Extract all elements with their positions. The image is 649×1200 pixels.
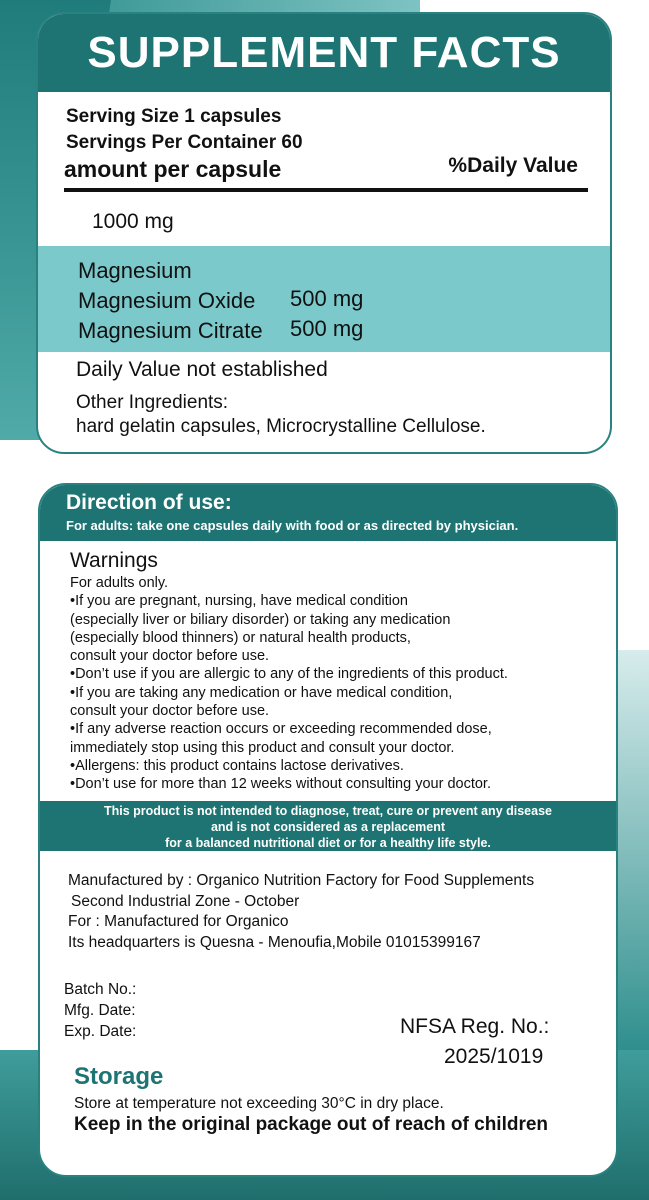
warning-line: consult your doctor before use. (70, 648, 270, 665)
manufacturer-line: Manufactured by : Organico Nutrition Factory for Food Supplements (68, 872, 535, 889)
ingredient-name: Magnesium Oxide (78, 288, 256, 313)
warning-line: •Allergens: this product contains lactose derivatives. (70, 757, 404, 774)
warning-line: •If you are pregnant, nursing, have medical condition (70, 593, 408, 610)
warning-line: (especially liver or biliary disorder) or taking any medication (70, 611, 451, 628)
manufacturer-line: Second Industrial Zone - October (71, 892, 300, 910)
warnings-list (70, 574, 508, 794)
amount-header-row (64, 156, 588, 192)
supplement-facts-title: SUPPLEMENT FACTS (87, 28, 561, 77)
supplement-facts-panel (36, 12, 612, 454)
disclaimer-line: for a balanced nutritional diet or for a healthy life style. (165, 836, 491, 850)
storage-children-warning: Keep in the original package out of reach of children (74, 1114, 549, 1135)
daily-value-note: Daily Value not established (76, 358, 328, 381)
directions-title: Direction of use: (66, 491, 232, 514)
serving-size: Serving Size 1 capsules (66, 106, 282, 127)
directions-text: For adults: take one capsules daily with food or as directed by physician. (66, 518, 519, 533)
serving-info (66, 104, 303, 156)
total-amount: 1000 mg (92, 210, 174, 233)
batch-number-label: Batch No.: (64, 981, 137, 998)
directions-header (40, 485, 616, 541)
amount-per-capsule-label: amount per capsule (64, 156, 282, 182)
manufacturer-line: For : Manufactured for Organico (68, 913, 289, 930)
manufacturer-line: Its headquarters is Quesna - Menoufia,Mobile 01015399167 (68, 933, 481, 951)
other-ingredients-text: hard gelatin capsules, Microcrystalline Cellulose. (76, 416, 486, 437)
warning-line: For adults only. (70, 575, 169, 591)
warning-line: •If you are taking any medication or have medical condition, (70, 684, 453, 701)
warnings-title: Warnings (70, 549, 158, 572)
ingredient-quantity: 500 mg (290, 286, 364, 311)
ingredient-quantity: 500 mg (290, 316, 364, 341)
warning-line: (especially blood thinners) or natural health products, (70, 629, 411, 646)
warning-line: •Don’t use if you are allergic to any of the ingredients of this product. (70, 666, 508, 683)
warning-line: •If any adverse reaction occurs or exceeding recommended dose, (70, 721, 492, 738)
ingredient-name: Magnesium Citrate (78, 318, 263, 343)
nfsa-reg-number: 2025/1019 (444, 1045, 544, 1068)
servings-per-container: Servings Per Container 60 (66, 132, 303, 153)
nfsa-reg-label: NFSA Reg. No.: (400, 1015, 550, 1038)
manufacturer-info (68, 871, 534, 953)
ingredient-name: Magnesium (78, 258, 192, 283)
warning-line: •Don’t use for more than 12 weeks without consulting your doctor. (70, 776, 491, 793)
other-ingredients-label: Other Ingredients: (76, 392, 229, 413)
disclaimer-band (40, 801, 616, 851)
directions-panel (38, 483, 618, 1177)
storage-temperature-text: Store at temperature not exceeding 30°C in dry place. (74, 1095, 444, 1112)
storage-title: Storage (74, 1063, 164, 1090)
disclaimer-line: This product is not intended to diagnose, treat, cure or prevent any disease (103, 804, 552, 818)
daily-value-label: %Daily Value (448, 154, 578, 177)
ingredients-band (38, 246, 610, 352)
disclaimer-line: and is not considered as a replacement (210, 820, 446, 834)
exp-date-label: Exp. Date: (64, 1023, 137, 1040)
batch-info (64, 979, 136, 1042)
warning-line: consult your doctor before use. (70, 703, 270, 720)
warning-line: immediately stop using this product and consult your doctor. (70, 739, 455, 756)
mfg-date-label: Mfg. Date: (64, 1002, 136, 1019)
supplement-facts-header (38, 14, 610, 92)
